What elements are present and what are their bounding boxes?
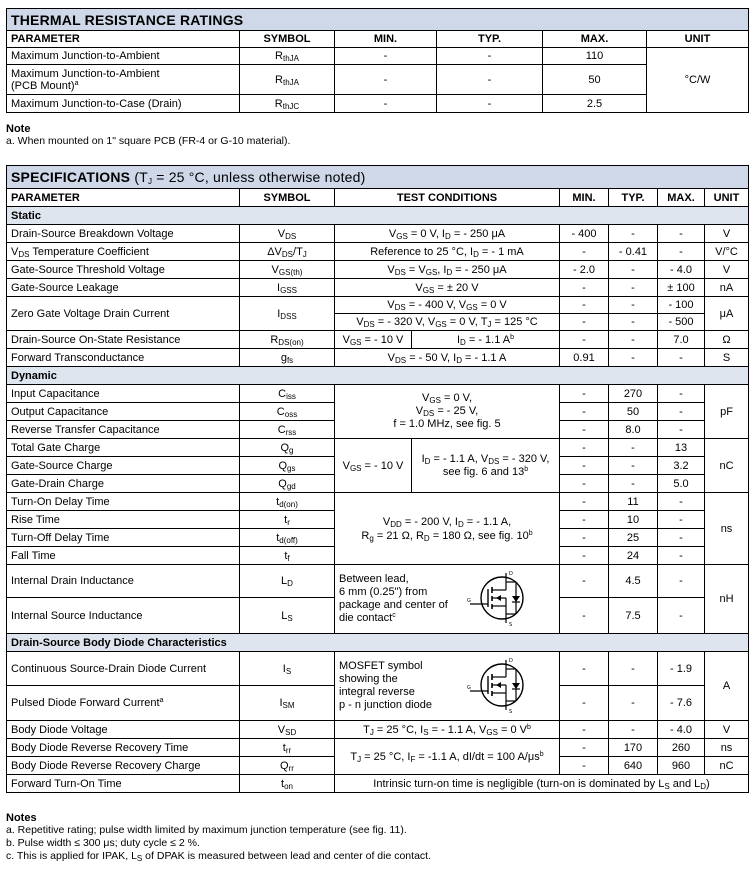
diode-conditions: MOSFET symbol showing the integral reverse p - n junction diode: [339, 660, 432, 711]
footnotes: [6, 812, 748, 863]
section-body-diode: Drain-Source Body Diode Characteristics: [7, 634, 749, 652]
thermal-unit: °C/W: [647, 48, 749, 113]
table-row: Maximum Junction-to-Ambient $R_{thJA}$ - - 110 °C/W: [7, 48, 749, 65]
table-row: Total Gate Charge $Q_g$ $V_{GS}$ = - 10 V $I_D$ = - 1.1 A, $V_{DS}$ = - 320 V, see fig. 6 and 13$^b$ - - 13 nC: [7, 439, 749, 457]
table-row: Continuous Source-Drain Diode Current $I_S$ MOSFET symbol showing the integral reverse p - n junction diode D G S - - - 1.9 A: [7, 652, 749, 686]
col-parameter: PARAMETER: [7, 31, 240, 48]
col-parameter: PARAMETER: [7, 189, 240, 207]
table-row: Maximum Junction-to-Case (Drain) $R_{thJC}$ - - 2.5: [7, 95, 749, 113]
col-typ: TYP.: [437, 31, 543, 48]
footnote-a: a. Repetitive rating; pulse width limited by maximum junction temperature (see fig. 11).: [6, 824, 407, 836]
table-row: Fall Time $t_f$ - 24 -: [7, 547, 749, 565]
col-min: MIN.: [335, 31, 437, 48]
col-unit: UNIT: [705, 189, 749, 207]
table-row: Gate-Source Leakage $I_{GSS}$ $V_{GS}$ = ± 20 V - - ± 100 nA: [7, 279, 749, 297]
col-symbol: SYMBOL: [240, 189, 335, 207]
table-row: Turn-Off Delay Time $t_{d(off)}$ - 25 -: [7, 529, 749, 547]
table-row: Gate-Drain Charge $Q_{gd}$ - - 5.0: [7, 475, 749, 493]
col-max: MAX.: [658, 189, 705, 207]
table-row: Maximum Junction-to-Ambient (PCB Mount)$^a$ $R_{thJA}$ - - 50: [7, 65, 749, 95]
notes-heading: Notes: [6, 812, 37, 824]
table-row: $V_{DS}$ = - 320 V, $V_{GS} = 0$ V, $T_J = 125$ °C - - - 500: [7, 314, 749, 331]
svg-text:D: D: [509, 657, 513, 664]
table-row: Body Diode Reverse Recovery Charge $Q_{rr}$ - 640 960 nC: [7, 757, 749, 775]
svg-text:G: G: [467, 684, 471, 691]
thermal-note-heading: Note: [6, 123, 31, 135]
table-row: Zero Gate Voltage Drain Current $I_{DSS}$ $V_{DS}$ = - 400 V, $V_{GS} = 0$ V - - - 100 μA: [7, 297, 749, 314]
thermal-resistance-table: [6, 8, 749, 113]
table-row: Output Capacitance $C_{oss}$ - 50 -: [7, 403, 749, 421]
table-row: Forward Turn-On Time $t_{on}$ Intrinsic turn-on time is negligible (turn-on is dominated by $L_S$ and $L_D$): [7, 775, 749, 793]
mosfet-symbol-icon: [466, 569, 536, 630]
table-row: Gate-Source Charge $Q_{gs}$ - - 3.2: [7, 457, 749, 475]
svg-text:G: G: [467, 597, 471, 604]
inductance-conditions: Between lead, 6 mm (0.25") from package and center of die contact$^c$: [339, 573, 448, 624]
table-row: Reverse Transfer Capacitance $C_{rss}$ - 8.0 -: [7, 421, 749, 439]
thermal-title: THERMAL RESISTANCE RATINGS: [7, 9, 749, 31]
thermal-note: a. When mounted on 1" square PCB (FR-4 or G-10 material).: [6, 135, 291, 147]
col-typ: TYP.: [609, 189, 658, 207]
table-row: Forward Transconductance $g_{fs}$ $V_{DS}$ = - 50 V, $I_D$ = - 1.1 A 0.91 - - S: [7, 349, 749, 367]
svg-text:S: S: [509, 708, 513, 714]
table-row: Turn-On Delay Time $t_{d(on)}$ $V_{DD}$ = - 200 V, $I_D$ = - 1.1 A, $R_g = 21$ Ω, $R_D = 180$ Ω, see fig. 10$^b$ - 11 - ns: [7, 493, 749, 511]
table-row: Body Diode Reverse Recovery Time $t_{rr}$ $T_J = 25$ °C, $I_F = -1.1$ A, dI/dt = 100 $A/\mu s^b$ - 170 260 ns: [7, 739, 749, 757]
mosfet-diode-symbol-icon: [466, 656, 536, 717]
col-symbol: SYMBOL: [240, 31, 335, 48]
table-row: Pulsed Diode Forward Current$^a$ $I_{SM}$ - - - 7.6: [7, 686, 749, 721]
svg-text:S: S: [509, 621, 513, 627]
section-dynamic: Dynamic: [7, 367, 749, 385]
col-max: MAX.: [543, 31, 647, 48]
specifications-table: [6, 165, 749, 793]
footnote-b: b. Pulse width ≤ 300 μs; duty cycle ≤ 2 %.: [6, 837, 200, 849]
col-unit: UNIT: [647, 31, 749, 48]
table-row: $V_{DS}$ Temperature Coefficient $\Delta V_{DS}/T_J$ Reference to 25 °C, $I_D$ = - 1 mA - - 0.41 - V/°C: [7, 243, 749, 261]
footnote-c: c. This is applied for IPAK, $L_S$ of DPAK is measured between lead and center of die contact.: [6, 850, 431, 863]
col-test-conditions: TEST CONDITIONS: [335, 189, 560, 207]
table-row: Input Capacitance $C_{iss}$ $V_{GS} = 0$ V, $V_{DS}$ = - 25 V, f = 1.0 MHz, see fig. 5 - 270 - pF: [7, 385, 749, 403]
svg-text:D: D: [509, 570, 513, 577]
col-min: MIN.: [560, 189, 609, 207]
table-row: Internal Drain Inductance $L_D$ Between lead, 6 mm (0.25") from package and center of die contact$^c$ D G S - 4.5 - nH: [7, 565, 749, 598]
table-row: Gate-Source Threshold Voltage $V_{GS(th)}$ $V_{DS} = V_{GS}$, $I_D$ = - 250 μA - 2.0 - - 4.0 V: [7, 261, 749, 279]
spec-title: SPECIFICATIONS ($T_J = 25$ °C, unless otherwise noted): [7, 166, 749, 189]
table-row: Rise Time $t_r$ - 10 -: [7, 511, 749, 529]
table-row: Drain-Source On-State Resistance $R_{DS(on)}$ $V_{GS}$ = - 10 V $I_D$ = - 1.1 $A^b$ - - 7.0 Ω: [7, 331, 749, 349]
table-row: Internal Source Inductance $L_S$ - 7.5 -: [7, 598, 749, 634]
table-row: Body Diode Voltage $V_{SD}$ $T_J = 25$ °C, $I_S$ = - 1.1 A, $V_{GS} = 0$ $V^b$ - - - 4.0 V: [7, 721, 749, 739]
table-row: Drain-Source Breakdown Voltage $V_{DS}$ $V_{GS} = 0$ V, $I_D$ = - 250 μA - 400 - - V: [7, 225, 749, 243]
section-static: Static: [7, 207, 749, 225]
